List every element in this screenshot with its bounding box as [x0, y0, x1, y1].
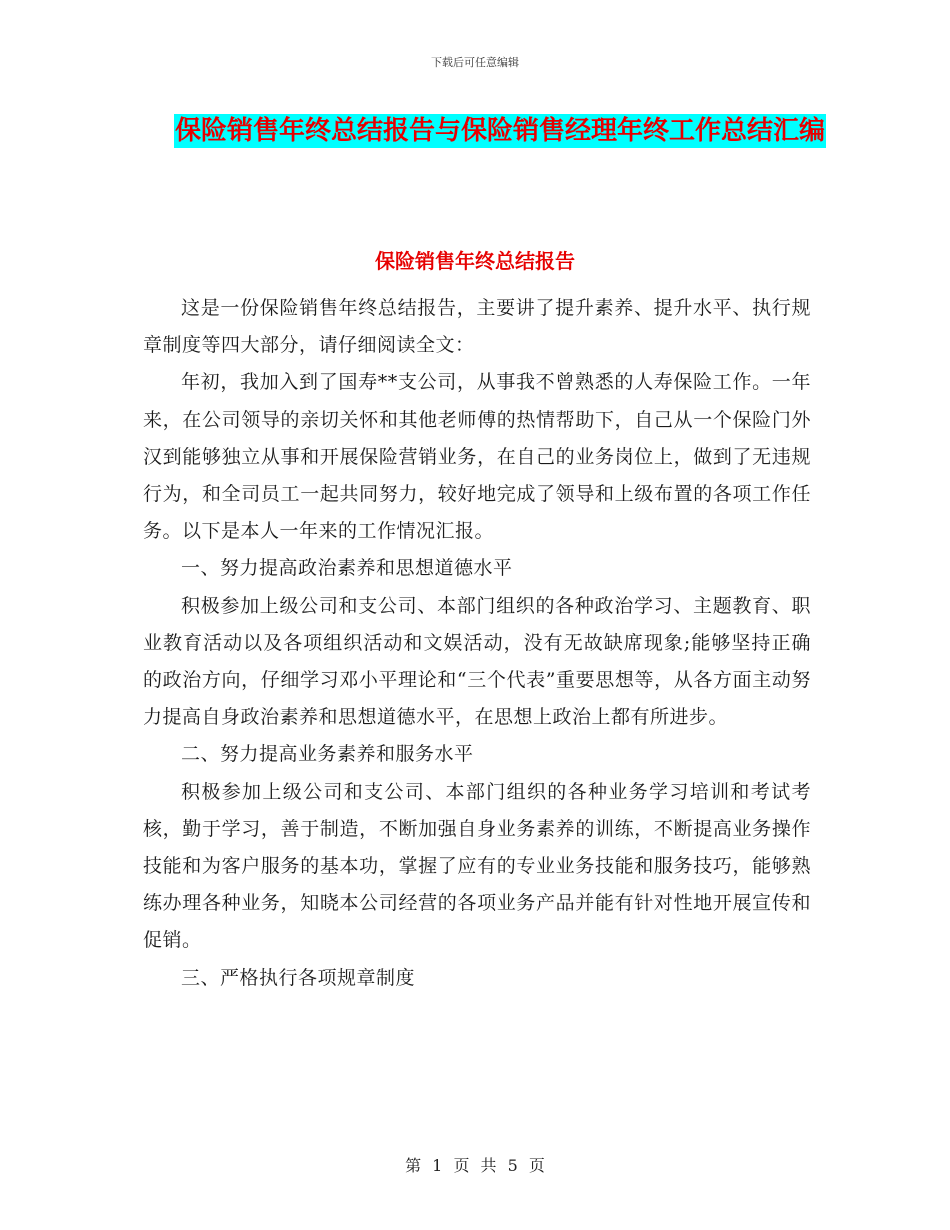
- document-title: [150, 108, 850, 154]
- paragraph-intro: 这是一份保险销售年终总结报告，主要讲了提升素养、提升水平、执行规章制度等四大部分，请仔细阅读全文：: [143, 297, 811, 357]
- paragraph-political-quality: 积极参加上级公司和支公司、本部门组织的各种政治学习、主题教育、职业教育活动以及各项组织活动和文娱活动，没有无故缺席现象;能够坚持正确的政治方向，仔细学习邓小平理论和“三个代表”重要思想等，从各方面主动努力提高自身政治素养和思想道德水平，在思想上政治上都有所进步。: [143, 594, 811, 729]
- page-footer: 第 1 页 共 5 页: [405, 1156, 545, 1175]
- document-title-text: 保险销售年终总结报告与保险销售经理年终工作总结汇编: [174, 116, 825, 146]
- section-title: 保险销售年终总结报告: [375, 249, 575, 273]
- heading-business-quality: 二、努力提高业务素养和服务水平: [181, 743, 474, 766]
- body-content: [143, 290, 811, 997]
- header-note: 下载后可任意编辑: [431, 56, 519, 69]
- heading-political-quality: 一、努力提高政治素养和思想道德水平: [181, 557, 513, 580]
- paragraph-business-quality: 积极参加上级公司和支公司、本部门组织的各种业务学习培训和考试考核，勤于学习，善于制造，不断加强自身业务素养的训练，不断提高业务操作技能和为客户服务的基本功，掌握了应有的专业业务技能和服务技巧，能够熟练办理各种业务，知晓本公司经营的各项业务产品并能有针对性地开展宣传和促销。: [143, 780, 811, 952]
- paragraph-background: 年初，我加入到了国寿**支公司，从事我不曾熟悉的人寿保险工作。一年来，在公司领导的亲切关怀和其他老师傅的热情帮助下，自己从一个保险门外汉到能够独立从事和开展保险营销业务，在自己的业务岗位上，做到了无违规行为，和全司员工一起共同努力，较好地完成了领导和上级布置的各项工作任务。以下是本人一年来的工作情况汇报。: [143, 371, 811, 543]
- heading-rules: 三、严格执行各项规章制度: [181, 966, 416, 989]
